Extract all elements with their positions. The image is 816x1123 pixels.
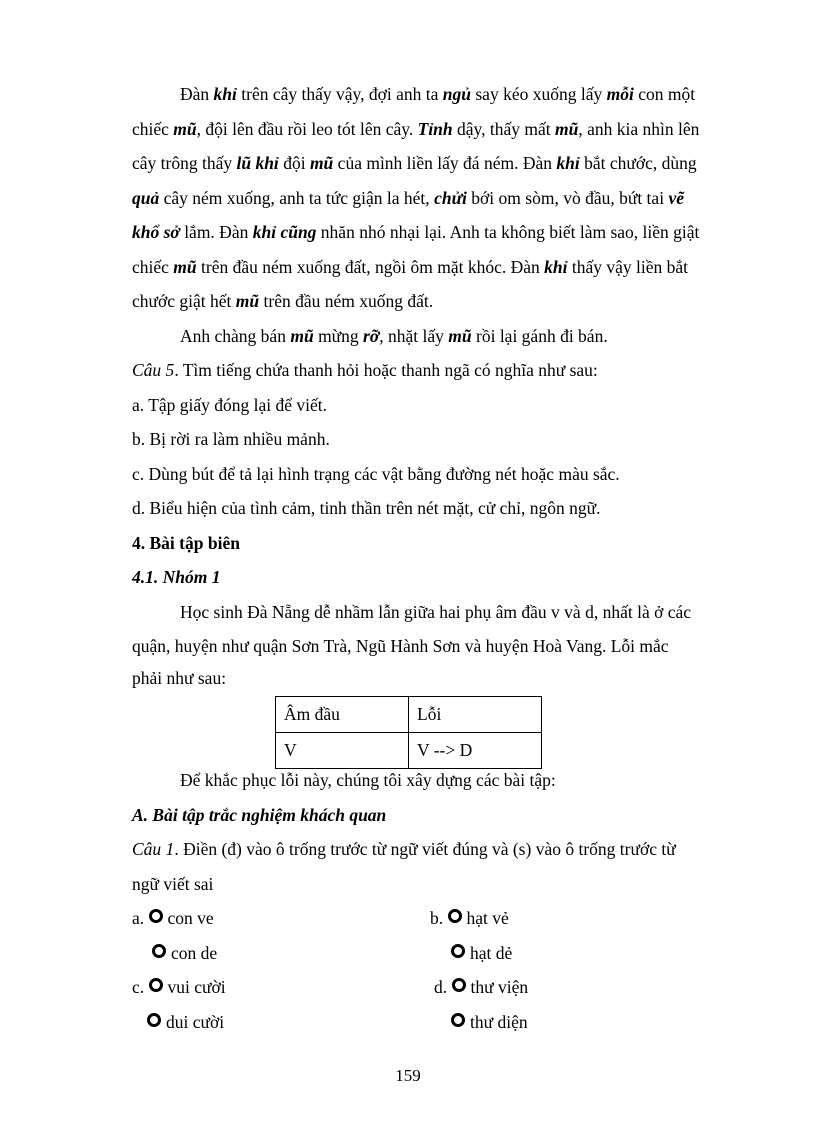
intro-exercises: Để khắc phục lỗi này, chúng tôi xây dựng các bài tập: — [180, 770, 556, 790]
story-line-2: chiếc mũ, đội lên đầu rồi leo tót lên cây. Tỉnh dậy, thấy mất mũ, anh kia nhìn lên — [132, 119, 700, 139]
table-cell: V --> D — [409, 733, 542, 769]
section-heading: 4. Bài tập biên — [132, 533, 240, 553]
story-line-1: Đàn khỉ trên cây thấy vậy, đợi anh ta ngủ say kéo xuống lấy mỗi con một — [180, 84, 696, 104]
answer-circle-icon[interactable] — [147, 1013, 161, 1027]
cau1-line-1: Câu 1. Điền (đ) vào ô trống trước từ ngữ viết đúng và (s) vào ô trống trước từ — [132, 839, 676, 859]
answer-circle-icon[interactable] — [149, 978, 163, 992]
table-header-cell: Âm đầu — [276, 697, 409, 733]
option-d-first: d. thư viện — [434, 977, 529, 997]
section-para-line-1: Học sinh Đà Nẵng dễ nhầm lẫn giữa hai phụ âm đầu v và d, nhất là ở các — [180, 602, 692, 622]
answer-circle-icon[interactable] — [451, 1013, 465, 1027]
story-line-3: cây trông thấy lũ khỉ đội mũ của mình liền lấy đá ném. Đàn khỉ bắt chước, dùng — [132, 153, 697, 173]
cau5-item-b: b. Bị rời ra làm nhiều mảnh. — [132, 429, 330, 449]
section-para-line-2: quận, huyện như quận Sơn Trà, Ngũ Hành Sơn và huyện Hoà Vang. Lỗi mắc — [132, 636, 669, 656]
error-table — [275, 696, 542, 769]
option-c-second: dui cười — [147, 1011, 224, 1033]
cau5-label: Câu 5 — [132, 360, 175, 380]
cau1-line-2: ngữ viết sai — [132, 874, 214, 894]
table-header-cell: Lỗi — [409, 697, 542, 733]
option-b-first: b. hạt vẻ — [430, 908, 509, 928]
cau5-item-d: d. Biểu hiện của tình cảm, tinh thần trên nét mặt, cử chỉ, ngôn ngữ. — [132, 498, 601, 518]
option-a-second: con de — [152, 942, 217, 964]
story-line-6: chiếc mũ trên đầu ném xuống đất, ngồi ôm mặt khóc. Đàn khỉ thấy vậy liền bắt — [132, 257, 689, 277]
story-para-2: Anh chàng bán mũ mừng rỡ, nhặt lấy mũ rồi lại gánh đi bán. — [180, 326, 608, 346]
option-d-second: thư diện — [451, 1011, 528, 1033]
option-b-second: hạt dẻ — [451, 942, 512, 964]
story-line-7: chước giật hết mũ trên đầu ném xuống đất. — [132, 291, 434, 311]
cau5-item-c: c. Dùng bút để tả lại hình trạng các vật bằng đường nét hoặc màu sắc. — [132, 464, 620, 484]
subsection-heading: 4.1. Nhóm 1 — [132, 567, 221, 587]
answer-circle-icon[interactable] — [152, 944, 166, 958]
cau1-label: Câu 1 — [132, 839, 175, 859]
answer-circle-icon[interactable] — [451, 944, 465, 958]
table-cell: V — [276, 733, 409, 769]
part-a-heading: A. Bài tập trắc nghiệm khách quan — [132, 805, 387, 825]
option-c-first: c. vui cười — [132, 977, 226, 997]
answer-circle-icon[interactable] — [448, 909, 462, 923]
table-row — [276, 733, 542, 769]
table-header-row — [276, 697, 542, 733]
option-a-first: a. con ve — [132, 908, 214, 928]
page-number: 159 — [395, 1066, 421, 1085]
story-line-4: quả cây ném xuống, anh ta tức giận la hét, chửi bới om sòm, vò đầu, bứt tai vẽ — [132, 188, 684, 208]
story-line-5: khổ sở lắm. Đàn khỉ cũng nhăn nhó nhại lại. Anh ta không biết làm sao, liền giật — [132, 222, 700, 242]
section-para-line-3: phải như sau: — [132, 668, 227, 688]
answer-circle-icon[interactable] — [452, 978, 466, 992]
answer-circle-icon[interactable] — [149, 909, 163, 923]
cau5-item-a: a. Tập giấy đóng lại để viết. — [132, 395, 328, 415]
cau5-question: Câu 5. Tìm tiếng chứa thanh hỏi hoặc thanh ngã có nghĩa như sau: — [132, 360, 598, 380]
